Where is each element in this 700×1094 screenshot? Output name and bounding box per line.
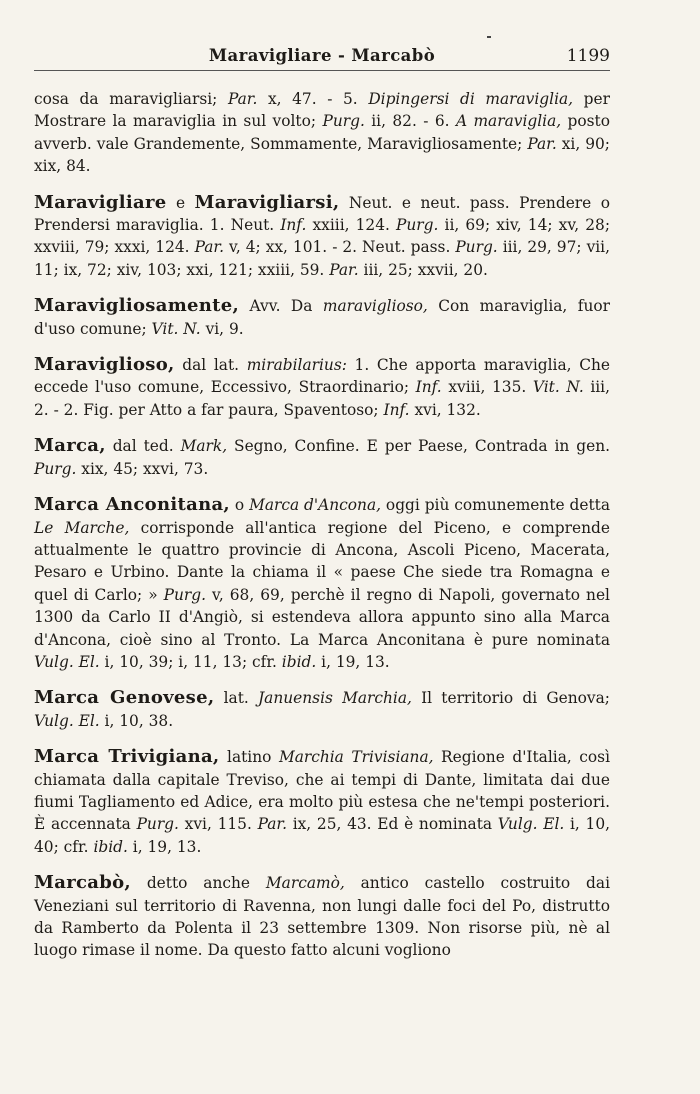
headword: Marcabò,	[34, 872, 131, 894]
headword: Maravigliosamente,	[34, 295, 240, 317]
entry-marca-anconitana: Marca Anconitana, o Marca d'Ancona, oggi più comunemente detta Le Marche, corrisponde all'antica regione del Piceno, e comprende attualmente le quattro provincie di Ancona, Ascoli Piceno, Macerata, Pesaro e Urbino. Dante la chiama il « paese Che siede tra Romagna e quel di Carlo; » Purg. v, 68, 69, perchè il regno di Napoli, governato nel 1300 da Carlo II d'Angiò, si estendeva allora appunto sino alla Marca d'Ancona, cioè sino al Tronto. La Marca Anconitana è pure nominata Vulg. El. i, 10, 39; i, 11, 13; cfr. ibid. i, 19, 13.	[34, 494, 611, 671]
entry-continuation: cosa da maravigliarsi; Par. x, 47. - 5. Dipingersi di maraviglia, per Mostrare la maraviglia in sul volto; Purg. ii, 82. - 6. A maraviglia, posto avverb. vale Grandemente, Sommamente, Maravigliosamente; Par. xi, 90; xix, 84.	[34, 90, 611, 176]
page-body	[34, 88, 610, 962]
headword: Maravigliarsi,	[194, 191, 340, 213]
entry-marca: Marca, dal ted. Mark, Segno, Confine. E per Paese, Contrada in gen. Purg. xix, 45; xxvi, 73.	[34, 435, 610, 478]
entry-maravigliosamente: Maravigliosamente, Avv. Da maraviglioso, Con maraviglia, fuor d'uso comune; Vit. N. vi, 9.	[34, 295, 610, 338]
headword: Marca Genovese,	[34, 687, 215, 709]
headword: Marca Trivigiana,	[34, 746, 220, 768]
page-header	[34, 44, 610, 71]
ink-speck	[487, 36, 491, 38]
running-head: Maravigliare - Marcabò	[208, 46, 436, 65]
headword: Marca Anconitana,	[34, 494, 230, 516]
headword: Maraviglioso,	[34, 354, 175, 376]
headword: Marca,	[34, 435, 106, 457]
entry-marca-trivigiana: Marca Trivigiana, latino Marchia Trivisiana, Regione d'Italia, così chiamata dalla capitale Treviso, che ai tempi di Dante, limitata dai due fiumi Tagliamento ed Adice, era molto più estesa che ne'tempi posteriori. È accennata Purg. xvi, 115. Par. ix, 25, 43. Ed è nominata Vulg. El. i, 10, 40; cfr. ibid. i, 19, 13.	[34, 746, 611, 856]
page-number: 1199	[566, 46, 610, 66]
entry-marca-genovese: Marca Genovese, lat. Januensis Marchia, Il territorio di Genova; Vulg. El. i, 10, 38.	[34, 687, 610, 730]
entry-maravigliare: Maravigliare e Maravigliarsi, Neut. e neut. pass. Prendere o Prendersi maraviglia. 1. Neut. Inf. xxiii, 124. Purg. ii, 69; xiv, 14; xv, 28; xxviii, 79; xxxi, 124. Par. v, 4; xx, 101. - 2. Neut. pass. Purg. iii, 29, 97; vii, 11; ix, 72; xiv, 103; xxi, 121; xxiii, 59. Par. iii, 25; xxvii, 20.	[34, 191, 611, 279]
entry-marcabo: Marcabò, detto anche Marcamò, antico castello costruito dai Veneziani sul territorio di Ravenna, non lungi dalle foci del Po, distrutto da Ramberto da Polenta il 23 settembre 1309. Non risorse più, nè al luogo rimase il nome. Da questo fatto alcuni vogliono	[34, 872, 610, 960]
headword: Maravigliare	[34, 191, 167, 213]
entry-maraviglioso: Maraviglioso, dal lat. mirabilarius: 1. Che apporta maraviglia, Che eccede l'uso comune, Eccessivo, Straordinario; Inf. xviii, 135. Vit. N. iii, 2. - 2. Fig. per Atto a far paura, Spaventoso; Inf. xvi, 132.	[34, 354, 610, 419]
